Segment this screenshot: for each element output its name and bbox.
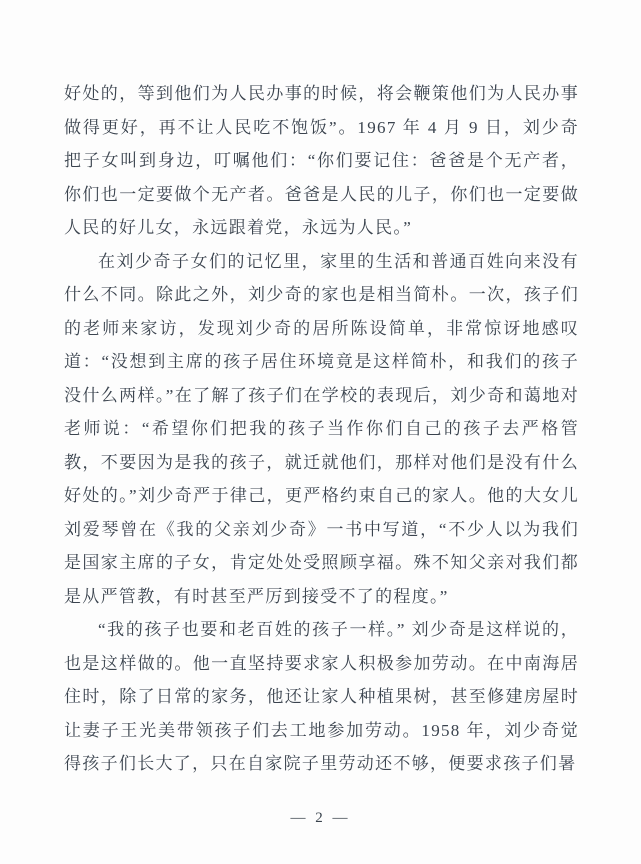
paragraph-family-life: 在刘少奇子女们的记忆里，家里的生活和普通百姓向来没有什么不同。除此之外，刘少奇的家也是相当简朴。一次，孩子们的老师来家访，发现刘少奇的居所陈设简单，非常惊讶地感叹道：“没想到主席的孩子居住环境竟是这样简朴，和我们的孩子没什么两样。”在了解了孩子们在学校的表现后，刘少奇和蔼地对老师说：“希望你们把我的孩子当作你们自己的孩子去严格管教，不要因为是我的孩子，就迁就他们，那样对他们是没有什么好处的。”刘少奇严于律己，更严格约束自己的家人。他的大女儿刘爱琴曾在《我的父亲刘少奇》一书中写道，“不少人以为我们是国家主席的子女，肯定处处受照顾享福。殊不知父亲对我们都是从严管教，有时甚至严厉到接受不了的程度。” [64,251,579,606]
paragraph-continuation: 好处的，等到他们为人民办事的时候，将会鞭策他们为人民办事做得更好，再不让人民吃不饱饭”。1967 年 4 月 9 日，刘少奇把子女叫到身边，叮嘱他们：“你们要记住：爸爸是个无产者，你们也一定要做个无产者。爸爸是人民的儿子，你们也一定要做人民的好儿女，永远跟着党，永远为人民。” [64,84,579,237]
page-number: — 2 — [290,810,351,826]
page-footer [0,810,641,827]
paragraph-labor: “我的孩子也要和老百姓的孩子一样。” 刘少奇是这样说的，也是这样做的。他一直坚持要求家人积极参加劳动。在中南海居住时，除了日常的家务，他还让家人种植果树，甚至修建房屋时让妻子王光美带领孩子们去工地参加劳动。1958 年，刘少奇觉得孩子们长大了，只在自家院子里劳动还不够，便要求孩子们暑 [64,620,579,773]
document-body [64,77,579,781]
